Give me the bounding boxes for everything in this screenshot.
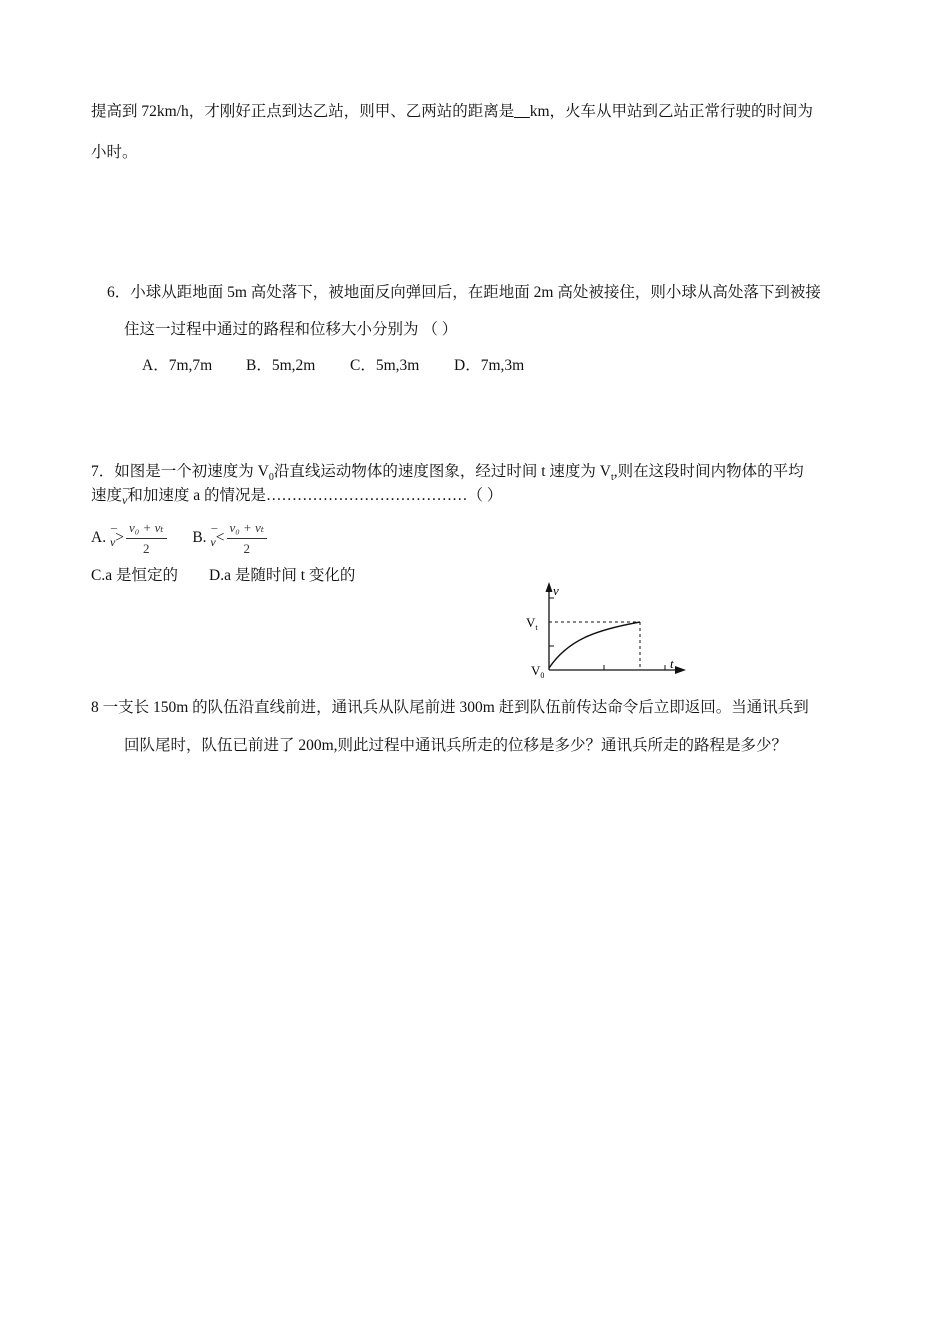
q7-options-ab bbox=[91, 520, 267, 557]
q6-option-c: C．5m,3m bbox=[350, 357, 420, 374]
q7-option-b-label: B. bbox=[192, 529, 207, 547]
v-axis-arrow bbox=[546, 582, 553, 592]
q5-text-1: 提高到 72km/h，才刚好正点到达乙站，则甲、乙两站的距离是 bbox=[91, 103, 515, 120]
q7-mean-velocity: ¯ $_v$ bbox=[122, 493, 127, 507]
q7-text-1b: 沿直线运动物体的速度图象，经过时间 t 速度为 V bbox=[273, 463, 611, 480]
q7-option-a-fraction bbox=[126, 520, 167, 557]
q7-line-1 bbox=[91, 462, 804, 482]
q5-blank: __ bbox=[514, 103, 530, 120]
q7-options-cd bbox=[91, 566, 355, 586]
q7-option-d: D.a 是随时间 t 变化的 bbox=[209, 567, 356, 584]
fraction-denominator: 2 bbox=[143, 541, 150, 556]
t-axis-label: t bbox=[670, 656, 674, 671]
q7-option-b-fraction bbox=[227, 520, 268, 557]
q6-options bbox=[142, 356, 524, 376]
q7-text-1a: 7．如图是一个初速度为 V bbox=[91, 463, 269, 480]
q7-text-2b: 和加速度 a 的情况是…………………………………（ ） bbox=[127, 487, 503, 504]
q6-option-b: B．5m,2m bbox=[246, 357, 316, 374]
v-axis-label: v bbox=[553, 583, 559, 598]
q7-option-a-vbar: ¯ $_v$ bbox=[110, 535, 115, 549]
q6-line-1: 6．小球从距地面 5m 高处落下，被地面反向弹回后，在距地面 2m 高处被接住，则小球从高处落下到被接 bbox=[107, 284, 821, 301]
q7-sub-t: t bbox=[610, 472, 614, 484]
q7-option-b-vbar: ¯ $_v$ bbox=[210, 535, 215, 549]
q7-text-2a: 速度 bbox=[91, 487, 123, 504]
q6-line-2: 住这一过程中通过的路程和位移大小分别为 （ ） bbox=[124, 321, 458, 338]
q5-line-2: 小时。 bbox=[91, 144, 138, 161]
q5-text-1-end: km，火车从甲站到乙站正常行驶的时间为 bbox=[529, 103, 814, 120]
velocity-time-graph bbox=[520, 580, 695, 680]
vt-label: $V_t$ bbox=[526, 615, 538, 632]
q5-line-1 bbox=[91, 102, 813, 122]
t-axis-arrow bbox=[675, 666, 686, 674]
fraction-numerator: v₀ + vₜ bbox=[227, 520, 268, 539]
q7-option-b-rel: < bbox=[215, 529, 225, 547]
q8-line-1: 8 一支长 150m 的队伍沿直线前进，通讯兵从队尾前进 300m 赶到队伍前传达命令后立即返回。当通讯兵到 bbox=[91, 699, 809, 716]
q6-option-a: A．7m,7m bbox=[142, 357, 213, 374]
q7-option-a-label: A. bbox=[91, 529, 107, 547]
q7-option-a-rel: > bbox=[115, 529, 125, 547]
q7-line-2 bbox=[91, 486, 502, 506]
q6-option-d: D．7m,3m bbox=[454, 357, 525, 374]
q8-line-2: 回队尾时，队伍已前进了 200m,则此过程中通讯兵所走的位移是多少？通讯兵所走的路程是多少？ bbox=[124, 737, 788, 754]
fraction-denominator: 2 bbox=[243, 541, 251, 556]
q7-text-1c: ,则在这段时间内物体的平均 bbox=[613, 463, 804, 480]
q7-sub-0: 0 bbox=[268, 472, 274, 484]
velocity-curve bbox=[549, 622, 640, 668]
v0-label: $V_0$ bbox=[531, 663, 545, 680]
fraction-numerator: v₀ + vₜ bbox=[126, 520, 167, 539]
q7-option-c: C.a 是恒定的 bbox=[91, 567, 178, 584]
